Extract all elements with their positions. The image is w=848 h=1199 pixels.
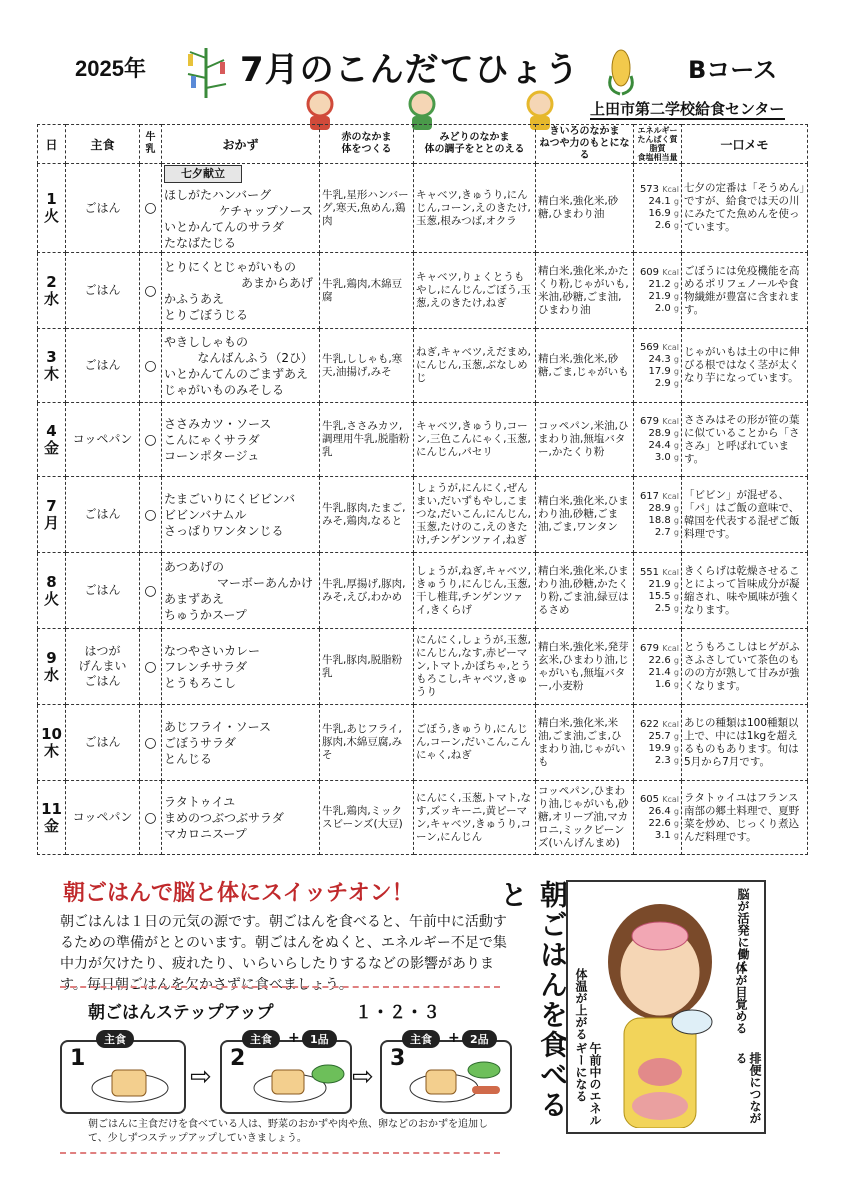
- staple-cell: ごはん: [66, 553, 140, 629]
- dish-item: とうもろこし: [164, 675, 237, 690]
- red-group-cell: 牛乳,ささみカツ,調理用牛乳,脱脂粉乳: [320, 403, 414, 477]
- green-group-cell: ごぼう,きゅうり,にんじん,コーン,だいこん,こんにゃく,ねぎ: [414, 705, 536, 781]
- dish-item: まめのつぶつぶサラダ: [164, 810, 284, 825]
- milk-cell: ○: [140, 403, 162, 477]
- nutrition-unit: g: [673, 303, 679, 313]
- nutrition-value: [636, 291, 679, 303]
- dish-item: ごぼうサラダ: [164, 735, 236, 750]
- dashed-divider: [60, 1152, 500, 1154]
- dishes-cell: [162, 253, 320, 329]
- nutrition-unit: g: [673, 731, 679, 741]
- header-yellow-group: きいろのなかま ねつや力のもとになる: [536, 125, 634, 164]
- step-numbers: １・２・３: [355, 1003, 440, 1023]
- red-group-cell: 牛乳,豚肉,脱脂粉乳: [320, 629, 414, 705]
- article-title: 朝ごはんで脳と体にスイッチオン！: [63, 881, 414, 906]
- day-of-week: 木: [43, 741, 59, 760]
- nutrition-value: [636, 527, 679, 539]
- nutrition-number: 551: [639, 566, 660, 578]
- dish-item: ささみカツ・ソース: [164, 416, 272, 431]
- day-of-week: 木: [43, 364, 59, 383]
- nutrition-unit: g: [673, 579, 679, 589]
- day-of-week: 水: [43, 665, 59, 684]
- memo-cell: ささみはその形が笹の葉に似ていることから「ささみ」と呼ばれています。: [682, 403, 808, 477]
- nutrition-value: [636, 755, 679, 767]
- year-label: 2025年: [75, 56, 146, 81]
- nutrition-unit: g: [673, 378, 679, 388]
- nutrition-cell: [634, 553, 682, 629]
- step-arrow-icon: ⇨: [190, 1062, 212, 1092]
- nutrition-cell: [634, 329, 682, 403]
- nutrition-unit: Kcal: [662, 567, 679, 577]
- milk-cell: ○: [140, 705, 162, 781]
- staple-cell: ごはん: [66, 329, 140, 403]
- step-3-extra: 2品: [462, 1030, 497, 1048]
- milk-cell: ○: [140, 477, 162, 553]
- dish-item: マカロニスープ: [164, 826, 247, 841]
- toast-icon: [90, 1060, 170, 1104]
- nutrition-unit: Kcal: [662, 342, 679, 352]
- memo-cell: 七夕の定番は「そうめん」ですが、給食では天の川にみたてた魚めんを使っています。: [682, 164, 808, 253]
- staple-cell: コッペパン: [66, 403, 140, 477]
- dish-item: とりごぼうじる: [164, 307, 249, 322]
- dishes-cell: [162, 629, 320, 705]
- nutrition-value: [636, 591, 679, 603]
- staple-cell: ごはん: [66, 477, 140, 553]
- day-of-week: 月: [43, 513, 59, 532]
- nutrition-unit: Kcal: [662, 719, 679, 729]
- dish-item: あまからあげ: [240, 275, 313, 290]
- nutrition-value: [636, 354, 679, 366]
- table-row: [38, 253, 808, 329]
- nutrition-unit: g: [673, 428, 679, 438]
- red-group-cell: 牛乳,星形ハンバーグ,寒天,魚めん,鶏肉: [320, 164, 414, 253]
- nutrition-value: [636, 452, 679, 464]
- nutrition-number: 2.0: [654, 302, 671, 314]
- dish-item: なんばんふう（2ひ）: [197, 350, 313, 365]
- green-group-cell: しょうが,ねぎ,キャベツ,きゅうり,にんじん,玉葱,干し椎茸,チンゲンツァイ,きくらげ: [414, 553, 536, 629]
- nutrition-number: 2.5: [654, 602, 671, 614]
- yellow-group-cell: 精白米,強化米,発芽玄米,ひまわり油,じゃがいも,無塩バター,小麦粉: [536, 629, 634, 705]
- toast-salad-sausage-icon: [406, 1056, 506, 1108]
- dish-item: とりにくとじゃがいもの: [164, 259, 297, 274]
- red-group-cell: 牛乳,あじフライ,豚肉,木綿豆腐,みそ: [320, 705, 414, 781]
- header-day: 日: [38, 125, 66, 164]
- nutrition-value: [636, 366, 679, 378]
- nutrition-value: [636, 440, 679, 452]
- dish-item: ケチャップソース: [218, 204, 313, 218]
- nutrition-unit: g: [673, 366, 679, 376]
- nutrition-number: 3.1: [654, 829, 671, 841]
- dish-item: フレンチサラダ: [164, 659, 248, 674]
- nutrition-number: 2.7: [654, 526, 671, 538]
- nutrition-number: 25.7: [648, 730, 671, 742]
- memo-cell: 「ビビン」が混ぜる、「パ」はご飯の意味で、韓国を代表する混ぜご飯料理です。: [682, 477, 808, 553]
- date-number: 10: [41, 724, 62, 743]
- nutrition-number: 679: [639, 415, 660, 427]
- date-number: 2: [46, 272, 57, 291]
- nutrition-cell: [634, 781, 682, 855]
- table-row: [38, 164, 808, 253]
- nutrition-number: 24.3: [648, 353, 671, 365]
- header-red-group: 赤のなかま 体をつくる: [320, 125, 414, 164]
- nutrition-unit: g: [673, 679, 679, 689]
- nutrition-number: 21.9: [648, 290, 671, 302]
- table-header-row: [38, 125, 808, 164]
- date-number: 3: [46, 347, 57, 366]
- date-number: 9: [46, 648, 57, 667]
- date-cell: [38, 329, 66, 403]
- nutrition-unit: g: [673, 197, 679, 206]
- nutrition-unit: Kcal: [662, 267, 679, 277]
- label-brain: 脳が活発に働く: [736, 888, 750, 972]
- nutrition-value: [636, 806, 679, 818]
- page-title: 7月のこんだてひょう: [240, 50, 580, 90]
- nutrition-value: [636, 515, 679, 527]
- nutrition-value: [636, 503, 679, 515]
- nutrition-value: [636, 267, 679, 279]
- dish-item: ラタトゥイユ: [164, 794, 236, 809]
- table-row: [38, 403, 808, 477]
- dish-item: いとかんてんのサラダ: [164, 220, 284, 234]
- date-number: 11: [41, 799, 62, 818]
- nutrition-value: [636, 428, 679, 440]
- nutrition-number: 3.0: [654, 451, 671, 463]
- nutrition-unit: g: [673, 655, 679, 665]
- date-cell: [38, 781, 66, 855]
- nutrition-number: 24.1: [648, 196, 671, 207]
- label-temp: 体温が上がる: [574, 968, 588, 1040]
- dish-item: ほしがたハンバーグ: [164, 188, 272, 202]
- staple-cell: ごはん: [66, 164, 140, 253]
- red-group-cell: 牛乳,鶏肉,木綿豆腐: [320, 253, 414, 329]
- nutrition-number: 26.4: [648, 805, 671, 817]
- nutrition-number: 28.9: [648, 502, 671, 514]
- header-green-group: みどりのなかま 体の調子をととのえる: [414, 125, 536, 164]
- nutrition-number: 1.6: [654, 678, 671, 690]
- step-3-plus: +: [448, 1030, 460, 1046]
- step-2-extra: 1品: [302, 1030, 337, 1048]
- memo-cell: とうもろこしはヒゲがふさふさしていて茶色のものの方が熟して甘みが強くなります。: [682, 629, 808, 705]
- memo-cell: ごぼうには免疫機能を高めるポリフェノールや食物繊維が豊富に含まれます。: [682, 253, 808, 329]
- nutrition-unit: g: [673, 221, 679, 230]
- date-number: 1: [46, 190, 57, 208]
- toast-salad-icon: [250, 1056, 346, 1106]
- yellow-group-cell: 精白米,強化米,ひまわり油,砂糖,ごま油,ごま,ワンタン: [536, 477, 634, 553]
- nutrition-number: 622: [639, 718, 660, 730]
- nutrition-value: [636, 667, 679, 679]
- dishes-cell: [162, 164, 320, 253]
- yellow-group-cell: 精白米,強化米,砂糖,ごま,じゃがいも: [536, 329, 634, 403]
- nutrition-unit: Kcal: [662, 643, 679, 653]
- nutrition-unit: g: [673, 603, 679, 613]
- memo-cell: ラタトゥイユはフランス南部の郷土料理で、夏野菜を炒め、じっくり煮込んだ料理です。: [682, 781, 808, 855]
- nutrition-number: 573: [639, 184, 660, 195]
- day-of-week: 水: [43, 289, 59, 308]
- day-of-week: 火: [43, 589, 59, 608]
- nutrition-value: [636, 679, 679, 691]
- date-cell: [38, 705, 66, 781]
- table-row: [38, 553, 808, 629]
- green-group-cell: にんにく,しょうが,玉葱,にんじん,なす,赤ピーマン,トマト,かぼちゃ,とうもろこし,キャベツ,きゅうり: [414, 629, 536, 705]
- nutrition-unit: g: [673, 667, 679, 677]
- milk-cell: ○: [140, 164, 162, 253]
- dish-item: さっぱりワンタンじる: [164, 523, 284, 538]
- nutrition-number: 15.5: [648, 590, 671, 602]
- milk-cell: ○: [140, 629, 162, 705]
- nutrition-value: [636, 643, 679, 655]
- nutrition-number: 18.8: [648, 514, 671, 526]
- nutrition-number: 569: [639, 341, 660, 353]
- nutrition-unit: g: [673, 452, 679, 462]
- memo-cell: きくらげは乾燥させることによって旨味成分が凝縮され、味や風味が強くなります。: [682, 553, 808, 629]
- header-memo: 一口メモ: [682, 125, 808, 164]
- nutrition-cell: [634, 403, 682, 477]
- yellow-group-cell: 精白米,強化米,かたくり粉,じゃがいも,米油,砂糖,ごま油,ひまわり油: [536, 253, 634, 329]
- step-1-box: [60, 1033, 186, 1114]
- dish-item: かふうあえ: [164, 291, 225, 306]
- day-of-week: 金: [43, 438, 59, 457]
- green-group-cell: キャベツ,きゅうり,コーン,三色こんにゃく,玉葱,にんじん,パセリ: [414, 403, 536, 477]
- milk-cell: ○: [140, 329, 162, 403]
- dish-item: あまずあえ: [164, 591, 225, 606]
- step-2-number: 2: [230, 1046, 246, 1071]
- nutrition-unit: Kcal: [662, 416, 679, 426]
- vertical-title: 朝ごはんを食べると: [496, 880, 569, 1120]
- nutrition-unit: g: [673, 806, 679, 816]
- nutrition-cell: [634, 164, 682, 253]
- dishes-cell: [162, 329, 320, 403]
- nutrition-value: [636, 279, 679, 291]
- dish-item: あじフライ・ソース: [164, 719, 272, 734]
- milk-cell: ○: [140, 781, 162, 855]
- girl-eating-icon: [588, 892, 738, 1128]
- day-of-week: 火: [43, 207, 59, 225]
- nutrition-value: [636, 303, 679, 315]
- step-2-tag: 主食: [242, 1030, 280, 1048]
- nutrition-number: 17.9: [648, 365, 671, 377]
- course-label: Bコース: [688, 56, 778, 84]
- dishes-cell: [162, 477, 320, 553]
- green-group-cell: しょうが,にんにく,ぜんまい,だいずもやし,こまつな,だいこん,にんじん,玉葱,たけのこ,えのきたけ,チンゲンツァイ,ねぎ: [414, 477, 536, 553]
- tanabata-bamboo-icon: [176, 44, 236, 100]
- table-row: [38, 629, 808, 705]
- step-3-number: 3: [390, 1046, 406, 1071]
- step-3-tag: 主食: [402, 1030, 440, 1048]
- dishes-cell: [162, 553, 320, 629]
- dish-item: いとかんてんのごまずあえ: [164, 366, 309, 381]
- yellow-group-cell: 精白米,強化米,ひまわり油,砂糖,かたくり粉,ごま油,緑豆はるさめ: [536, 553, 634, 629]
- yellow-group-cell: 精白米,強化米,砂糖,ひまわり油: [536, 164, 634, 253]
- dishes-cell: [162, 705, 320, 781]
- nutrition-value: [636, 416, 679, 428]
- nutrition-unit: Kcal: [662, 185, 679, 194]
- date-cell: [38, 477, 66, 553]
- nutrition-value: [636, 603, 679, 615]
- nutrition-value: [636, 731, 679, 743]
- memo-cell: じゃがいもは土の中に伸びる根ではなく茎が太くなり芋になっています。: [682, 329, 808, 403]
- nutrition-unit: g: [673, 279, 679, 289]
- dish-item: なつやさいカレー: [164, 643, 261, 658]
- breakfast-illustration: [566, 880, 766, 1134]
- date-cell: [38, 253, 66, 329]
- green-group-cell: にんにく,玉葱,トマト,なす,ズッキーニ,黄ピーマン,キャベツ,きゅうり,コーン,にんじん: [414, 781, 536, 855]
- nutrition-number: 609: [639, 266, 660, 278]
- step-2-box: [220, 1030, 352, 1114]
- nutrition-value: [636, 184, 679, 196]
- nutrition-number: 21.4: [648, 666, 671, 678]
- nutrition-number: 22.6: [648, 654, 671, 666]
- dishes-cell: [162, 403, 320, 477]
- nutrition-unit: g: [673, 591, 679, 601]
- nutrition-number: 21.2: [648, 278, 671, 290]
- dish-item: ビビンバナムル: [164, 507, 247, 522]
- nutrition-number: 2.9: [654, 377, 671, 389]
- dish-item: こんにゃくサラダ: [164, 432, 260, 447]
- dish-item: コーンポタージュ: [164, 448, 260, 463]
- nutrition-unit: g: [673, 818, 679, 828]
- nutrition-number: 28.9: [648, 427, 671, 439]
- step-title: 朝ごはんステップアップ: [88, 1003, 274, 1023]
- kitchen-center-name: 上田市第二学校給食センター: [590, 100, 785, 118]
- step-arrow-icon: ⇨: [352, 1062, 374, 1092]
- menu-table: [37, 124, 808, 855]
- nutrition-number: 21.9: [648, 578, 671, 590]
- nutrition-unit: g: [673, 354, 679, 364]
- nutrition-number: 617: [639, 490, 660, 502]
- nutrition-unit: g: [673, 440, 679, 450]
- milk-cell: ○: [140, 253, 162, 329]
- nutrition-unit: g: [673, 209, 679, 218]
- nutrition-unit: g: [673, 830, 679, 840]
- green-group-cell: ねぎ,キャベツ,えだまめ,にんじん,玉葱,ぶなしめじ: [414, 329, 536, 403]
- staple-cell: ごはん: [66, 253, 140, 329]
- date-number: 4: [46, 421, 57, 440]
- staple-cell: はつが げんまい ごはん: [66, 629, 140, 705]
- nutrition-number: 16.9: [648, 208, 671, 219]
- staple-cell: ごはん: [66, 705, 140, 781]
- memo-cell: あじの種類は100種類以上で、中には1kgを超えるものもあります。旬は5月から7月です。: [682, 705, 808, 781]
- nutrition-number: 679: [639, 642, 660, 654]
- dish-item: あつあげの: [164, 559, 225, 574]
- nutrition-unit: g: [673, 527, 679, 537]
- nutrition-value: [636, 719, 679, 731]
- nutrition-number: 2.3: [654, 754, 671, 766]
- nutrition-unit: g: [673, 755, 679, 765]
- dish-item: マーボーあんかけ: [216, 575, 313, 590]
- label-body: 体が目覚める: [734, 962, 748, 1034]
- date-cell: [38, 164, 66, 253]
- nutrition-value: [636, 220, 679, 232]
- nutrition-value: [636, 567, 679, 579]
- header-staple: 主食: [66, 125, 140, 164]
- nutrition-cell: [634, 477, 682, 553]
- step-note: 朝ごはんに主食だけを食べている人は、野菜のおかずや肉や魚、卵などのおかずを追加して、少しずつステップアップしていきましょう。: [88, 1119, 488, 1144]
- dish-item: たまごいりにくビビンバ: [164, 491, 296, 506]
- red-group-cell: 牛乳,豚肉,たまご,みそ,鶏肉,なると: [320, 477, 414, 553]
- nutrition-cell: [634, 253, 682, 329]
- table-row: [38, 477, 808, 553]
- nutrition-number: 2.6: [654, 220, 671, 231]
- nutrition-value: [636, 743, 679, 755]
- center-underline: [590, 118, 785, 120]
- nutrition-unit: g: [673, 291, 679, 301]
- milk-cell: ○: [140, 553, 162, 629]
- nutrition-unit: Kcal: [662, 794, 679, 804]
- nutrition-unit: Kcal: [662, 491, 679, 501]
- article-body: 朝ごはんは１日の元気の源です。朝ごはんを食べると、午前中に活動するための準備がととのいます。朝ごはんをぬくと、エネルギー不足で集中力が欠けたり、疲れたり、いらいらしたりするなどの影響があります。毎日朝ごはんを欠かさずに食べましょう。: [60, 914, 507, 993]
- date-cell: [38, 629, 66, 705]
- yellow-group-cell: コッペパン,ひまわり油,じゃがいも,砂糖,オリーブ油,マカロニ,ミックビーンズ(いんげんまめ): [536, 781, 634, 855]
- red-group-cell: 牛乳,ししゃも,寒天,油揚げ,みそ: [320, 329, 414, 403]
- green-group-cell: キャベツ,りょくとうもやし,にんじん,ごぼう,玉葱,えのきたけ,ねぎ: [414, 253, 536, 329]
- nutrition-number: 605: [639, 793, 660, 805]
- step-1-tag: 主食: [96, 1030, 134, 1048]
- nutrition-value: [636, 342, 679, 354]
- red-group-cell: 牛乳,厚揚げ,豚肉,みそ,えび,わかめ: [320, 553, 414, 629]
- label-energy: 午前中のエネルギーになる: [574, 1042, 602, 1126]
- date-number: 7: [46, 496, 57, 515]
- header-nutrition: エネルギー たんぱく質 脂質 食塩相当量: [634, 125, 682, 164]
- nutrition-unit: g: [673, 503, 679, 513]
- red-group-cell: 牛乳,鶏肉,ミックスビーンズ(大豆): [320, 781, 414, 855]
- nutrition-value: [636, 794, 679, 806]
- step-3-box: [380, 1030, 512, 1114]
- header-dishes: おかず: [162, 125, 320, 164]
- dish-item: やきししゃもの: [164, 334, 249, 349]
- nutrition-value: [636, 818, 679, 830]
- dish-item: とんじる: [164, 751, 213, 766]
- staple-cell: コッペパン: [66, 781, 140, 855]
- dashed-divider: [60, 986, 500, 988]
- yellow-group-cell: 精白米,強化米,米油,ごま油,ごま,ひまわり油,じゃがいも: [536, 705, 634, 781]
- tanabata-label: 七夕献立: [164, 165, 242, 183]
- step-2-plus: +: [288, 1030, 300, 1046]
- green-group-cell: キャベツ,きゅうり,にんじん,コーン,えのきたけ,玉葱,根みつば,オクラ: [414, 164, 536, 253]
- date-cell: [38, 403, 66, 477]
- nutrition-value: [636, 208, 679, 220]
- dishes-cell: [162, 781, 320, 855]
- nutrition-value: [636, 655, 679, 667]
- nutrition-value: [636, 491, 679, 503]
- dish-item: ちゅうかスープ: [164, 607, 247, 622]
- date-cell: [38, 553, 66, 629]
- nutrition-cell: [634, 705, 682, 781]
- dish-item: じゃがいものみそしる: [164, 382, 285, 397]
- table-row: [38, 705, 808, 781]
- nutrition-unit: g: [673, 515, 679, 525]
- yellow-group-cell: コッペパン,米油,ひまわり油,無塩バター,かたくり粉: [536, 403, 634, 477]
- nutrition-number: 24.4: [648, 439, 671, 451]
- header-milk: 牛乳: [140, 125, 162, 164]
- label-bowel: 排便につながる: [734, 1052, 762, 1124]
- corn-icon: [606, 46, 636, 96]
- day-of-week: 金: [43, 816, 59, 835]
- date-number: 8: [46, 572, 57, 591]
- nutrition-value: [636, 378, 679, 390]
- nutrition-value: [636, 579, 679, 591]
- nutrition-value: [636, 830, 679, 842]
- nutrition-number: 22.6: [648, 817, 671, 829]
- nutrition-unit: g: [673, 743, 679, 753]
- nutrition-number: 19.9: [648, 742, 671, 754]
- step-1-number: 1: [70, 1046, 86, 1071]
- table-row: [38, 329, 808, 403]
- nutrition-value: [636, 196, 679, 208]
- dish-item: たなばたじる: [164, 236, 237, 250]
- table-row: [38, 781, 808, 855]
- nutrition-cell: [634, 629, 682, 705]
